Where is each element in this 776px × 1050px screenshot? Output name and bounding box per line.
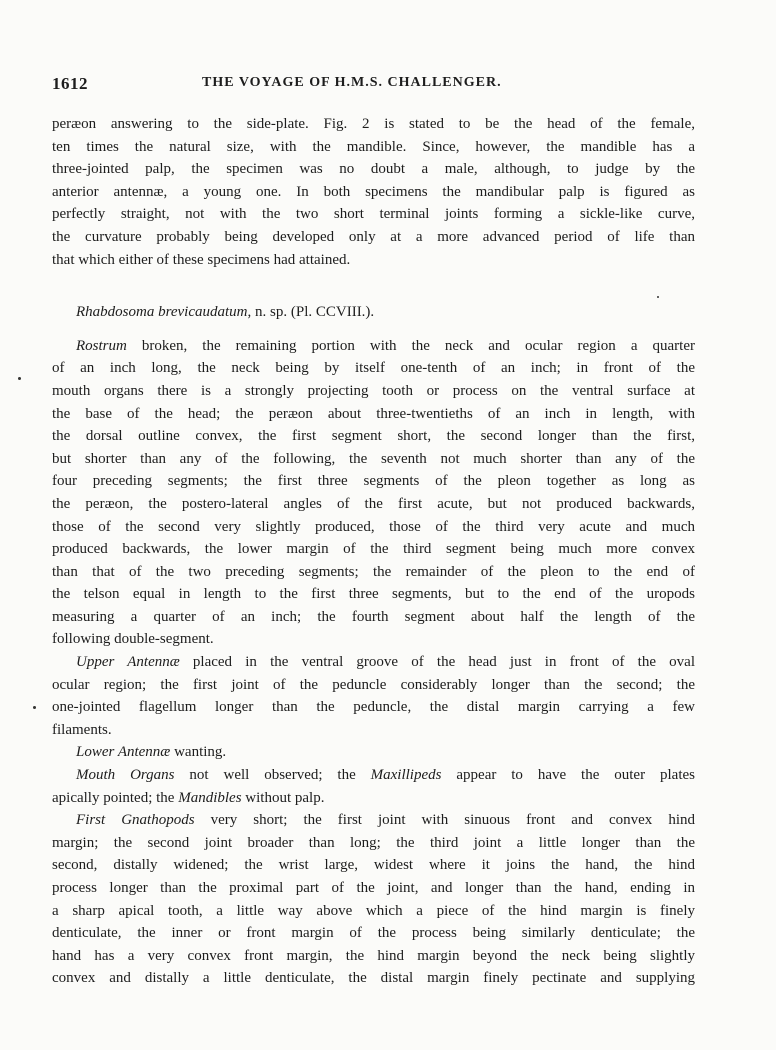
text-run: without palp. <box>241 789 325 806</box>
term-maxillipeds: Maxillipeds <box>370 767 442 784</box>
text-line: but shorter than any of the following, the seventh not much shorter than any of the <box>52 450 695 467</box>
text-line: of an inch long, the neck being by itself one-tenth of an inch; in front of the <box>52 360 695 377</box>
text-line: the curvature probably being developed only at a more advanced period of life than <box>52 228 695 245</box>
text-line <box>52 741 695 764</box>
mouth-organs-paragraph <box>52 764 695 809</box>
text-line: that which either of these specimens had attained. <box>52 251 351 268</box>
text-line: mouth organs there is a strongly projecting tooth or process on the ventral surface at <box>52 382 695 399</box>
term-first-gnathopods: First Gnathopods <box>76 812 195 829</box>
first-gnathopods-paragraph <box>52 809 695 990</box>
text-line <box>52 764 695 787</box>
text-line <box>52 651 695 674</box>
term-rostrum: Rostrum <box>76 337 127 354</box>
species-heading <box>52 301 695 324</box>
text-line: those of the second very slightly produced, those of the third very acute and much <box>52 518 695 535</box>
text-line: four preceding segments; the first three segments of the pleon together as long as <box>52 473 695 490</box>
page-header <box>52 72 698 96</box>
text-line <box>52 787 695 810</box>
text-line: ten times the natural size, with the mandible. Since, however, the mandible has a <box>52 138 695 155</box>
text-line: ocular region; the first joint of the peduncle considerably longer than the second; the <box>52 676 695 693</box>
text-line: produced backwards, the lower margin of the third segment being much more convex <box>52 541 695 558</box>
text-line: than that of the two preceding segments; the remainder of the pleon to the end of <box>52 563 695 580</box>
term-mandibles: Mandibles <box>178 789 242 806</box>
running-title: THE VOYAGE OF H.M.S. CHALLENGER. <box>202 75 502 90</box>
lower-antennae-paragraph <box>52 741 695 764</box>
scan-speck <box>33 706 36 709</box>
text-line: peræon answering to the side-plate. Fig. 2 is stated to be the head of the female, <box>52 116 695 132</box>
species-heading-rest: , n. sp. (Pl. CCVIII.). <box>247 304 375 321</box>
text-line: denticulate, the inner or front margin of the process being similarly denticulate; the <box>52 925 695 942</box>
term-lower-antennae: Lower Antennæ <box>76 744 171 761</box>
text-run: very short; the first joint with sinuous front and convex hind <box>194 812 695 829</box>
text-run: appear to have the outer plates <box>441 767 695 784</box>
text-run: not well observed; the <box>174 767 371 784</box>
text-line: perfectly straight, not with the two short terminal joints forming a sickle-like curve, <box>52 206 695 223</box>
rostrum-paragraph <box>52 335 695 651</box>
text-line: hand has a very convex front margin, the hind margin beyond the neck being slightly <box>52 947 695 964</box>
page-number: 1612 <box>52 74 88 93</box>
species-name: Rhabdosoma brevicaudatum <box>76 304 248 321</box>
text-line: a sharp apical tooth, a little way above which a piece of the hind margin is finely <box>52 902 695 919</box>
text-line: the base of the head; the peræon about three-twentieths of an inch in length, with <box>52 405 695 422</box>
scan-speck <box>18 377 21 380</box>
text-run: wanting. <box>170 744 227 761</box>
text-line: following double-segment. <box>52 631 214 648</box>
text-line: convex and distally a little denticulate, the distal margin finely pectinate and supplying <box>52 970 695 987</box>
text-line: filaments. <box>52 721 112 738</box>
text-line: the telson equal in length to the first three segments, but to the end of the uropods <box>52 586 695 603</box>
text-line: margin; the second joint broader than long; the third joint a little longer than the <box>52 834 695 851</box>
term-mouth-organs: Mouth Organs <box>76 767 175 784</box>
text-line <box>52 335 695 358</box>
text-line <box>52 809 695 832</box>
text-run: apically pointed; the <box>52 789 179 806</box>
body-text <box>52 113 695 990</box>
intro-paragraph <box>52 113 695 271</box>
term-upper-antennae: Upper Antennæ <box>76 654 180 671</box>
text-line: process longer than the proximal part of the joint, and longer than the hand, ending in <box>52 880 695 896</box>
text-line: anterior antennæ, a young one. In both specimens the mandibular palp is figured as <box>52 183 695 200</box>
text-line: the dorsal outline convex, the first segment short, the second longer than the first, <box>52 428 695 445</box>
upper-antennae-paragraph <box>52 651 695 741</box>
text-line: the peræon, the postero-lateral angles of the first acute, but not produced backwards, <box>52 495 695 512</box>
text-line: second, distally widened; the wrist large, widest where it joins the hand, the hind <box>52 857 695 874</box>
text-line: measuring a quarter of an inch; the fourth segment about half the length of the <box>52 608 695 625</box>
text-run: broken, the remaining portion with the neck and ocular region a quarter <box>126 337 695 354</box>
text-line: one-jointed flagellum longer than the peduncle, the distal margin carrying a few <box>52 699 695 716</box>
text-run: placed in the ventral groove of the head just in front of the oval <box>179 654 695 671</box>
text-line: three-jointed palp, the specimen was no doubt a male, although, to judge by the <box>52 161 695 178</box>
scan-speck <box>657 296 659 298</box>
